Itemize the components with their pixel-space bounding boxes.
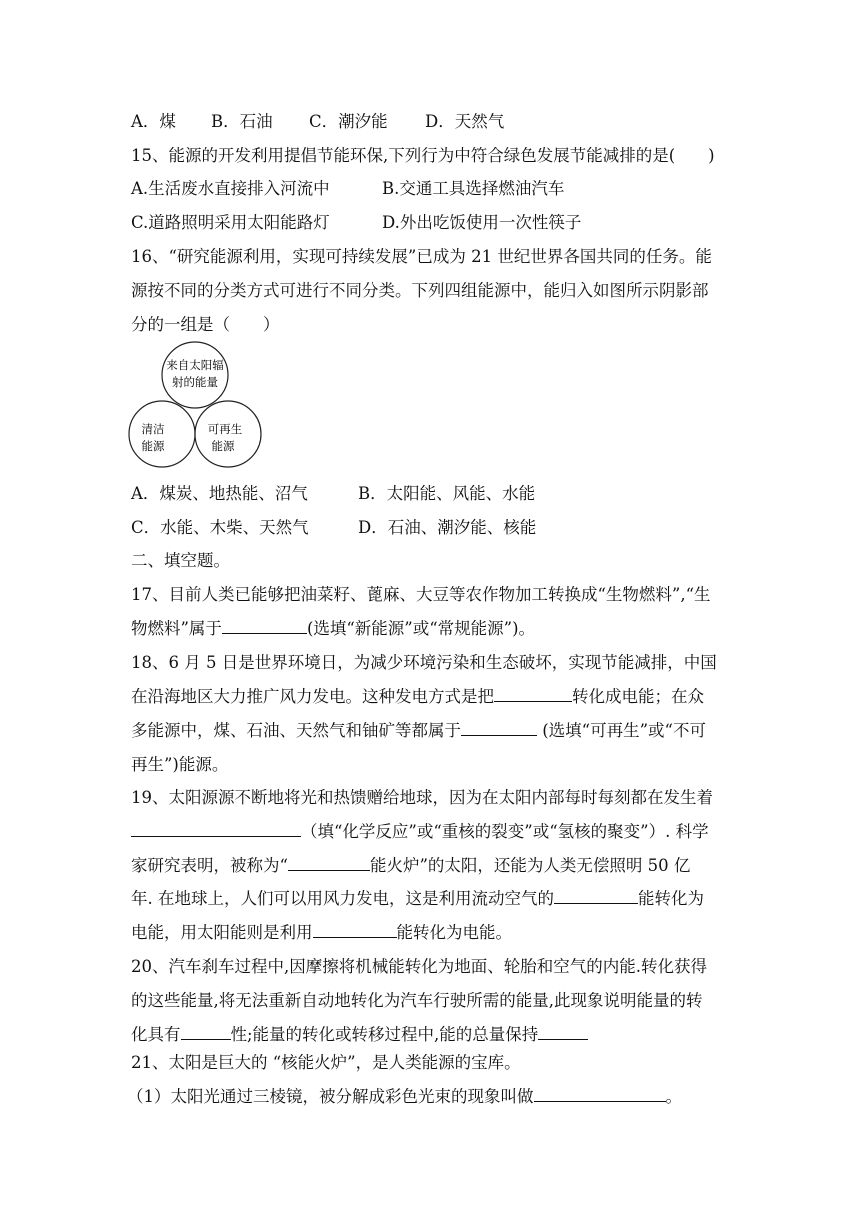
q21-text-b: 。 — [665, 1087, 682, 1106]
venn-label-top-1: 来自太阳辐 — [166, 358, 224, 372]
q16-line3: 分的一组是（ ） — [131, 315, 280, 334]
venn-label-left-2: 能源 — [141, 439, 165, 453]
q18-text-c: 多能源中，煤、石油、天然气和铀矿等都属于 — [131, 721, 461, 740]
q17-line2 — [131, 618, 535, 640]
q20-text-b: 性;能量的转化或转移过程中,能的总量保持 — [230, 1025, 539, 1044]
q18-line4: 再生”)能源。 — [131, 755, 229, 774]
q20-answer-blank-1[interactable] — [181, 1025, 231, 1040]
q16-options-row1 — [131, 483, 535, 505]
q14-option-a: A．煤 — [131, 112, 176, 131]
q16-options-row2 — [131, 517, 536, 539]
q15-options-row1 — [131, 178, 564, 200]
q17-line1: 17、目前人类已能够把油菜籽、蓖麻、大豆等农作物加工转换成“生物燃料”,“生 — [131, 585, 711, 604]
q14-option-b: B．石油 — [211, 112, 273, 131]
venn-diagram — [128, 340, 263, 474]
q20-line3 — [131, 1024, 588, 1046]
q19-text-c: 能火炉”的太阳，还能为人类无偿照明 50 亿 — [369, 856, 691, 875]
q18-text-b: 转化成电能；在众 — [572, 687, 704, 706]
q17-text-a: 物燃料”属于 — [131, 619, 222, 638]
venn-label-right-1: 可再生 — [207, 422, 243, 436]
q14-options — [131, 111, 504, 133]
q19-answer-blank-1[interactable] — [131, 822, 301, 837]
q20-text-a: 化具有 — [131, 1025, 181, 1044]
q19-text-f: 电能，用太阳能则是利用 — [131, 923, 313, 942]
q18-line3 — [131, 720, 706, 742]
q18-line2 — [131, 686, 704, 708]
venn-label-top-2: 射的能量 — [172, 375, 218, 389]
q14-option-d: D．天然气 — [425, 112, 505, 131]
q18-answer-blank-2[interactable] — [461, 721, 537, 736]
venn-label-left-1: 清洁 — [141, 422, 165, 436]
q19-line2 — [131, 821, 709, 843]
q16-line1: 16、“研究能源利用，实现可持续发展”已成为 21 世纪世界各国共同的任务。能 — [131, 247, 712, 266]
q16-option-d: D．石油、潮汐能、核能 — [358, 518, 537, 537]
q15-stem: 15、能源的开发利用提倡节能环保,下列行为中符合绿色发展节能减排的是( ) — [131, 146, 715, 165]
q18-line1: 18、6 月 5 日是世界环境日，为减少环境污染和生态破坏，实现节能减排，中国 — [131, 653, 717, 672]
q18-text-d: (选填“可再生”或“不可 — [537, 721, 706, 740]
q15-option-b: B.交通工具选择燃油汽车 — [382, 179, 565, 198]
q21-line1: 21、太阳是巨大的 “核能火炉”，是人类能源的宝库。 — [131, 1053, 521, 1072]
q21-line2 — [127, 1086, 682, 1108]
q19-answer-blank-3[interactable] — [554, 889, 638, 904]
q18-text-a: 在沿海地区大力推广风力发电。这种发电方式是把 — [131, 687, 494, 706]
q15-option-c: C.道路照明采用太阳能路灯 — [131, 213, 330, 232]
q21-answer-blank[interactable] — [534, 1087, 666, 1102]
q16-line2: 源按不同的分类方式可进行不同分类。下列四组能源中，能归入如图所示阴影部 — [131, 281, 709, 300]
section-heading: 二、填空题。 — [131, 551, 230, 570]
q19-line4 — [131, 888, 704, 910]
q19-text-b: 家研究表明，被称为“ — [131, 856, 288, 875]
q20-line2: 的这些能量,将无法重新自动地转化为汽车行驶所需的能量,此现象说明能量的转 — [131, 991, 703, 1010]
q19-text-a: （填“化学反应”或“重核的裂变”或“氢核的聚变”）. 科学 — [301, 822, 709, 841]
q20-line1: 20、汽车刹车过程中,因摩擦将机械能转化为地面、轮胎和空气的内能.转化获得 — [131, 957, 707, 976]
q14-option-c: C．潮汐能 — [309, 112, 388, 131]
q19-text-d: 年. 在地球上，人们可以用风力发电，这是利用流动空气的 — [131, 889, 554, 908]
q19-line5 — [131, 922, 512, 944]
q19-text-g: 能转化为电能。 — [396, 923, 512, 942]
q19-answer-blank-2[interactable] — [288, 856, 370, 871]
q17-answer-blank[interactable] — [222, 619, 307, 634]
q15-option-a: A.生活废水直接排入河流中 — [131, 179, 330, 198]
venn-label-right-2: 能源 — [211, 439, 235, 453]
q19-text-e: 能转化为 — [638, 889, 704, 908]
q20-answer-blank-2[interactable] — [538, 1025, 588, 1040]
q19-line3 — [131, 855, 690, 877]
q17-text-b: (选填“新能源”或“常规能源”)。 — [306, 619, 536, 638]
q16-option-a: A．煤炭、地热能、沼气 — [131, 484, 308, 503]
q21-text-a: （1）太阳光通过三棱镜，被分解成彩色光束的现象叫做 — [127, 1087, 534, 1106]
q15-option-d: D.外出吃饭使用一次性筷子 — [382, 213, 582, 232]
q18-answer-blank-1[interactable] — [494, 687, 572, 702]
q16-option-c: C．水能、木柴、天然气 — [131, 518, 309, 537]
q19-line1: 19、太阳源源不断地将光和热馈赠给地球，因为在太阳内部每时每刻都在发生着 — [131, 788, 713, 807]
q16-option-b: B．太阳能、风能、水能 — [358, 484, 536, 503]
q15-options-row2 — [131, 212, 581, 234]
q19-answer-blank-4[interactable] — [313, 923, 397, 938]
